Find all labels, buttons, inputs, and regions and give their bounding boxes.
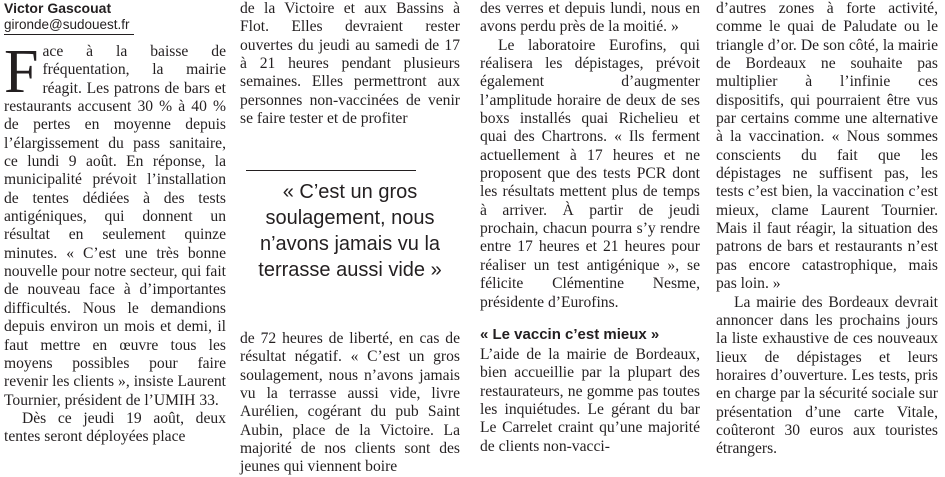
paragraph: d’autres zones à forte activité, comme le quai de Paludate ou le triangle d’or. De son côté, la mairie de Bordeaux ne souhaite pas multiplier à l’infinie ces dispositifs, qui pourraient être vus par certains comme une alternative à la vaccination. « Nous sommes conscients du fait que les dépistages ne suffisent pas, les tests c’est bien, la vaccination c’est mieux, clame Laurent Tournier. Mais il faut réagir, la situation des patrons de bars et restaurants n’est pas encore catastrophique, mais pas loin. » [716, 0, 938, 293]
paragraph: La mairie des Bordeaux devrait annoncer dans les prochains jours la liste exhaustive de ces nouveaux lieux de dépistages et leurs horaires d’ouverture. Les tests, pris en charge par la sécurité sociale sur présentation d’une carte Vitale, coûteront 30 euros aux touristes étrangers. [716, 293, 938, 458]
byline-email[interactable]: gironde@sudouest.fr [4, 17, 130, 32]
paragraph: de la Victoire et aux Bassins à Flot. Elles devraient rester ouvertes du jeudi au samedi de 17 à 21 heures pendant plusieurs semaines. Elles permettront aux personnes non-vaccinées de venir se faire tester et de profiter [240, 0, 460, 128]
pull-quote-divider [246, 170, 416, 171]
article-column-3 [480, 0, 700, 456]
article-column-1 [4, 0, 226, 447]
paragraph: de 72 heures de liberté, en cas de résultat négatif. « C’est un gros soulagement, nous n’avons jamais vu la terrasse aussi vide, livre Aurélien, cogérant du pub Saint Aubin, place de la Victoire. La majorité de nos clients sont des jeunes qui viennent boire [240, 330, 460, 476]
paragraph: des verres et depuis lundi, nous en avons perdu près de la moitié. » [480, 0, 700, 36]
pull-quote-text: « C’est un gros soulagement, nous n’avons jamais vu la terrasse aussi vide » [258, 181, 442, 281]
article-column-2-top [240, 0, 460, 128]
article-column-4 [716, 0, 938, 459]
paragraph: Dès ce jeudi 19 août, deux tentes seront déployées place [4, 409, 226, 446]
byline-divider [4, 34, 134, 35]
pull-quote [240, 170, 460, 283]
article-column-2-bottom [240, 330, 460, 477]
paragraph: Le laboratoire Eurofins, qui réalisera les dépistages, prévoit également d’augmenter l’amplitude horaire de deux de ses boxs installés quai Richelieu et quai des Chartrons. « Ils ferment actuellement à 17 heures et ne proposent que des tests PCR dont les résultats mettent plus de temps à arriver. À partir de jeudi prochain, chacun pourra s’y rendre entre 17 heures et 21 heures pour réaliser un test antigénique », se félicite Clémentine Nesme, présidente d’Eurofins. [480, 36, 700, 311]
section-subheading: « Le vaccin c’est mieux » [480, 325, 660, 343]
lead-paragraph-text: ace à la baisse de fréquentation, la mairie réagit. Les patrons de bars et restaurants accusent 30 % à 40 % de pertes en moyenne depuis l’élargissement du pass sanitaire, ce lundi 9 août. En réponse, la municipalité prévoit l’installation de tentes dédiées à des tests antigéniques, qui donnent un résultat en seulement quinze minutes. « C’est une très bonne nouvelle pour notre secteur, qui fait de nouveau face à d’importantes difficultés. Nous le demandions depuis environ un mois et demi, il faut mettre en œuvre tous les moyens possibles pour faire revenir les clients », insiste Laurent Tournier, président de l’UMIH 33. [4, 43, 226, 409]
paragraph: L’aide de la mairie de Bordeaux, bien accueillie par la plupart des restaurateurs, ne gomme pas toutes les inquiétudes. Le gérant du bar Le Carrelet craint qu’une majorité de clients non-vacci- [480, 345, 700, 455]
byline-author: Victor Gascouat [4, 0, 112, 16]
drop-cap: F [4, 38, 39, 106]
lead-paragraph [4, 38, 226, 410]
